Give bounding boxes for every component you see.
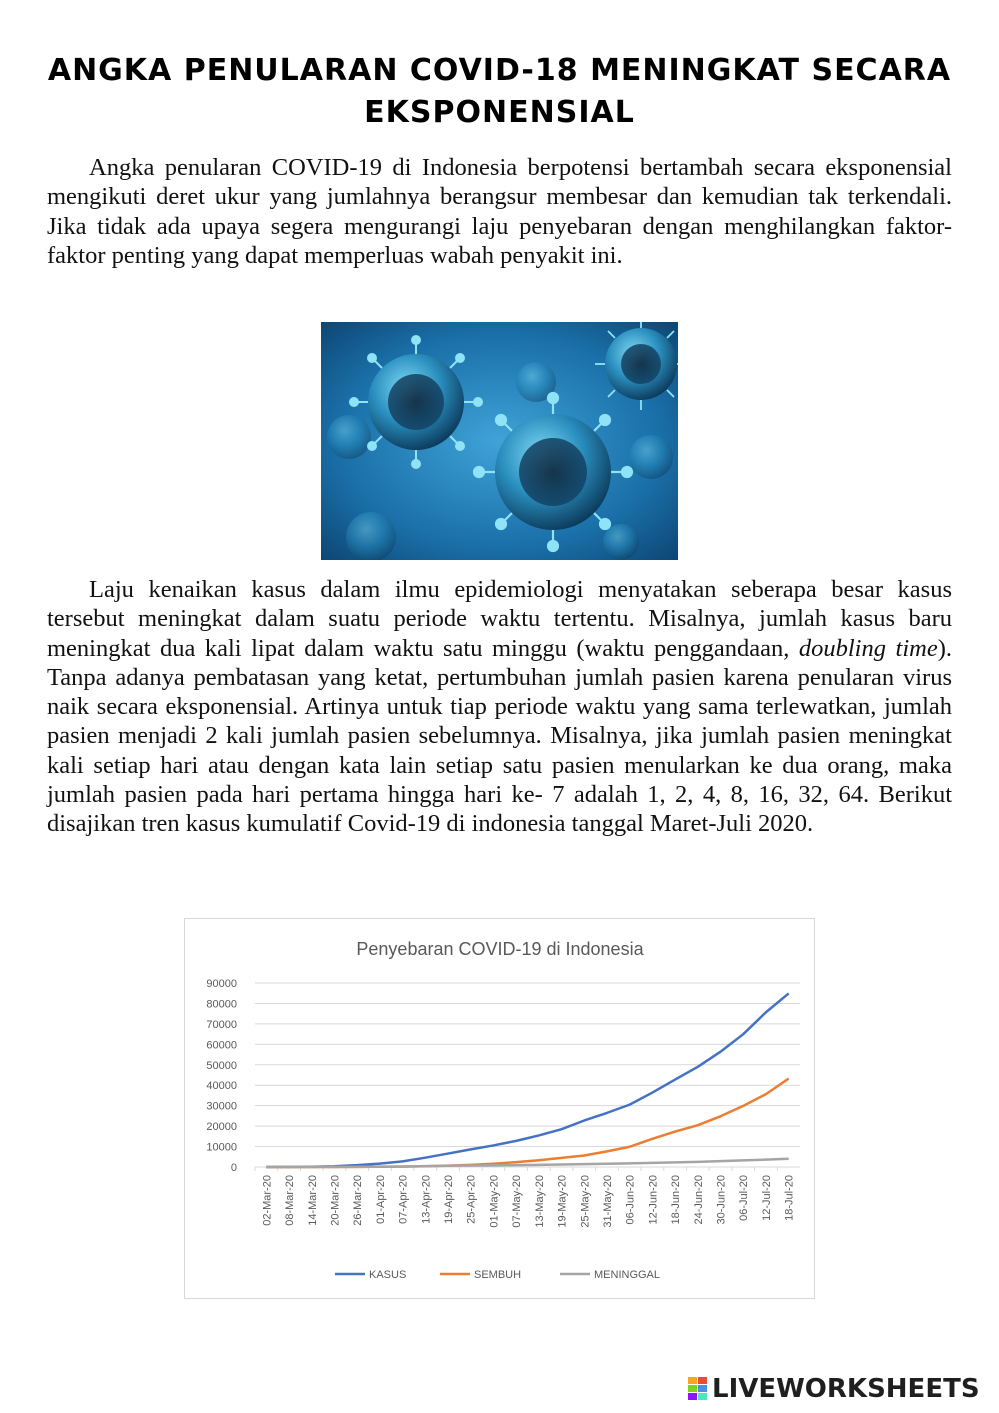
x-tick-label: 07-Apr-20 <box>397 1175 410 1224</box>
x-tick-label: 01-Apr-20 <box>374 1175 387 1224</box>
coronavirus-illustration <box>321 322 678 560</box>
legend-label-sembuh: SEMBUH <box>474 1269 522 1281</box>
series-line-sembuh <box>266 1079 788 1167</box>
x-tick-label: 01-May-20 <box>488 1175 501 1228</box>
covid-line-chart <box>185 919 816 1300</box>
page-title: ANGKA PENULARAN COVID-18 MENINGKAT SECARA EKSPONENSIAL <box>47 53 952 130</box>
chart-title: Penyebaran COVID-19 di Indonesia <box>356 939 644 959</box>
x-tick-label: 12-Jun-20 <box>647 1175 660 1225</box>
legend-label-kasus: KASUS <box>369 1269 407 1281</box>
x-tick-label: 13-May-20 <box>533 1175 546 1228</box>
legend-label-meninggal: MENINGGAL <box>594 1269 661 1281</box>
x-tick-label: 26-Mar-20 <box>352 1175 365 1226</box>
liveworksheets-logo-text: LIVEWORKSHEETS <box>712 1374 980 1404</box>
y-tick-label: 70000 <box>206 1018 237 1031</box>
x-tick-label: 14-Mar-20 <box>306 1175 319 1226</box>
x-tick-label: 20-Mar-20 <box>329 1175 342 1226</box>
x-tick-label: 06-Jun-20 <box>624 1175 637 1225</box>
explanation-paragraph <box>47 575 952 839</box>
doubling-time-term: doubling time <box>798 634 938 662</box>
x-tick-label: 18-Jun-20 <box>670 1175 683 1225</box>
y-tick-label: 50000 <box>206 1059 237 1072</box>
explanation-text-part2: ). Tanpa adanya pembatasan yang ketat, pertumbuhan jumlah pasien karena penularan virus naik secara eksponensial. Artinya untuk tiap periode waktu yang sama terlewatkan, jumlah pasien menjadi 2 kali jumlah pasien sebelumnya. Misalnya, jika jumlah pasien meningkat kali setiap hari atau dengan kata lain setiap satu pasien menularkan ke dua orang, maka jumlah pasien pada hari pertama hingga hari ke- 7 adalah 1, 2, 4, 8, 16, 32, 64. Berikut disajikan tren kasus kumulatif Covid-19 di indonesia tanggal Maret-Juli 2020. <box>47 634 952 838</box>
explanation-text-part1: Laju kenaikan kasus dalam ilmu epidemiologi menyatakan seberapa besar kasus tersebut meningkat dalam suatu periode waktu tertentu. Misalnya, jumlah kasus baru meningkat dua kali lipat dalam waktu satu minggu (waktu penggandaan, <box>47 576 952 662</box>
x-tick-label: 06-Jul-20 <box>738 1175 751 1221</box>
x-tick-label: 30-Jun-20 <box>715 1175 728 1225</box>
x-tick-label: 25-May-20 <box>579 1175 592 1228</box>
liveworksheets-logo-icon <box>688 1377 708 1401</box>
liveworksheets-logo <box>688 1374 980 1404</box>
y-tick-label: 60000 <box>206 1039 237 1052</box>
x-tick-label: 07-May-20 <box>511 1175 524 1228</box>
x-tick-label: 02-Mar-20 <box>261 1175 274 1226</box>
x-tick-label: 13-Apr-20 <box>420 1175 433 1224</box>
series-line-kasus <box>266 993 788 1167</box>
x-tick-label: 31-May-20 <box>601 1175 614 1228</box>
x-tick-label: 24-Jun-20 <box>692 1175 705 1225</box>
covid-chart-frame <box>184 918 815 1299</box>
y-tick-label: 80000 <box>206 998 237 1011</box>
x-tick-label: 25-Apr-20 <box>465 1175 478 1224</box>
x-tick-label: 08-Mar-20 <box>284 1175 297 1226</box>
intro-paragraph: Angka penularan COVID-19 di Indonesia berpotensi bertambah secara eksponensial mengikuti deret ukur yang jumlahnya berangsur membesar dan kemudian tak terkendali. Jika tidak ada upaya segera mengurangi laju penyebaran dengan menghilangkan faktor-faktor penting yang dapat memperluas wabah penyakit ini. <box>47 154 952 269</box>
y-tick-label: 90000 <box>206 978 237 990</box>
y-tick-label: 40000 <box>206 1080 237 1093</box>
y-tick-label: 20000 <box>206 1121 237 1134</box>
x-tick-label: 18-Jul-20 <box>783 1175 796 1221</box>
y-tick-label: 30000 <box>206 1100 237 1113</box>
x-tick-label: 12-Jul-20 <box>760 1175 773 1221</box>
y-tick-label: 0 <box>230 1162 237 1174</box>
y-tick-label: 10000 <box>206 1141 237 1154</box>
x-tick-label: 19-May-20 <box>556 1175 569 1228</box>
x-tick-label: 19-Apr-20 <box>443 1175 456 1224</box>
